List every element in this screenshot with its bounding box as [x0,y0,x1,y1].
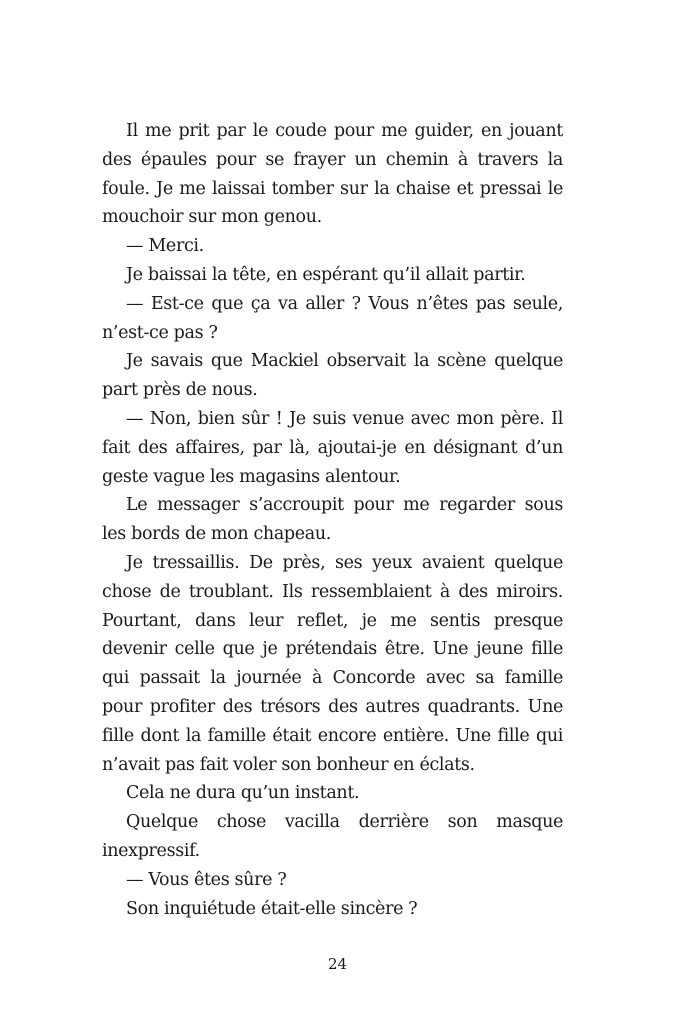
paragraph: Je tressaillis. De près, ses yeux avaient quelque chose de troublant. Ils ressemblaient à des miroirs. Pourtant, dans leur reflet, je me sentis presque devenir celle que je prétendais être. Une jeune fille qui passait la journée à Concorde avec sa famille pour profiter des trésors des autres quadrants. Une fille dont la famille était encore entière. Une fille qui n’avait pas fait voler son bonheur en éclats. [102,552,563,775]
paragraph: Cela ne dura qu’un instant. [126,783,360,804]
paragraph: Le messager s’accroupit pour me regarder sous les bords de mon chapeau. [102,495,563,545]
paragraph: — Non, bien sûr ! Je suis venue avec mon père. Il fait des affaires, par là, ajoutai-je en désignant d’un geste vague les magasins alentour. [102,408,563,487]
paragraph: Je savais que Mackiel observait la scène quelque part près de nous. [102,351,563,401]
paragraph: Je baissai la tête, en espérant qu’il allait partir. [126,264,526,285]
paragraph: Il me prit par le coude pour me guider, en jouant des épaules pour se frayer un chemin à travers la foule. Je me laissai tomber sur la chaise et pressai le mouchoir sur mon genou. [102,121,563,228]
paragraph: — Est-ce que ça va aller ? Vous n’êtes pas seule, n’est-ce pas ? [102,293,563,343]
page-number: 24 [327,955,348,973]
paragraph: Quelque chose vacilla derrière son masque inexpressif. [102,812,563,861]
body-text [102,117,563,923]
paragraph: Son inquiétude était-elle sincère ? [126,898,418,919]
paragraph: — Merci. [126,236,204,257]
paragraph: — Vous êtes sûre ? [126,869,287,890]
